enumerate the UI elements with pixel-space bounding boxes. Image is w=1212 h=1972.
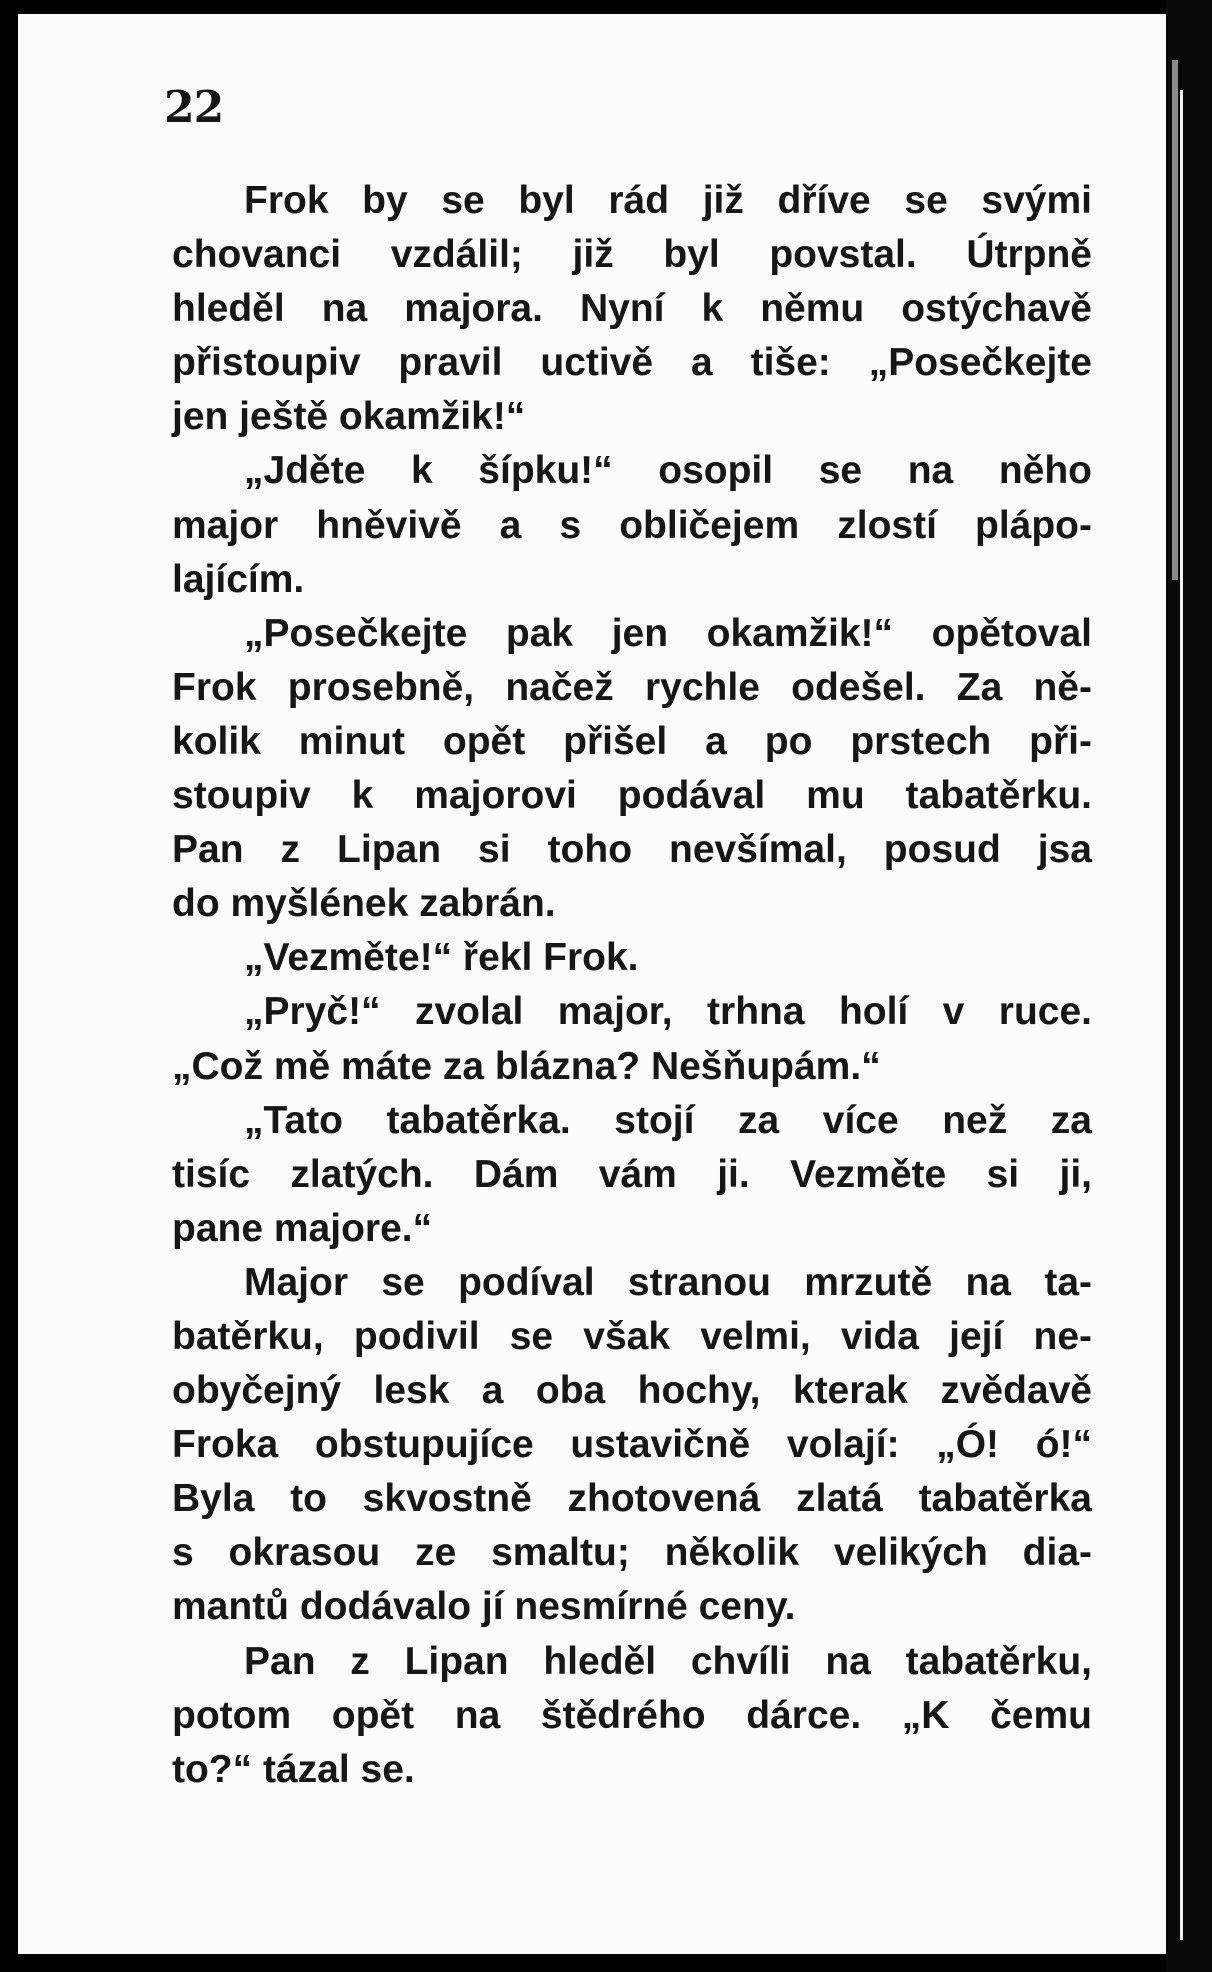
text-line: do myšlének zabrán. [172, 882, 556, 926]
text-line: to?“ tázal se. [172, 1747, 415, 1791]
text-line: stoupiv k majorovi podával mu tabatěrku. [172, 774, 1092, 818]
book-page [18, 14, 1166, 1954]
text-line: lajícím. [172, 557, 305, 601]
text-line: major hněvivě a s obličejem zlostí plápo- [172, 503, 1092, 547]
text-line: s okrasou ze smaltu; několik velikých dia- [172, 1531, 1092, 1575]
text-line: Frok prosebně, načež rychle odešel. Za ně- [172, 665, 1092, 709]
text-line: Byla to skvostně zhotovená zlatá tabatěrka [172, 1477, 1092, 1521]
text-line: Pan z Lipan hleděl chvíli na tabatěrku, [244, 1639, 1092, 1683]
text-line: chovanci vzdálil; již byl povstal. Útrpně [172, 233, 1092, 277]
page-number: 22 [164, 82, 224, 133]
body-text [172, 174, 1092, 1797]
text-line: jen ještě okamžik!“ [172, 395, 526, 439]
text-line: tisíc zlatých. Dám vám ji. Vezměte si ji, [172, 1152, 1092, 1196]
text-line: Froka obstupujíce ustavičně volají: „Ó! ó!“ [172, 1423, 1092, 1467]
scan-edge-line [1180, 90, 1183, 1940]
text-line: „Jděte k šípku!“ osopil se na něho [244, 449, 1092, 493]
text-line: kolik minut opět přišel a po prstech při- [172, 719, 1092, 763]
text-line: „Pryč!“ zvolal major, trhna holí v ruce. [244, 990, 1092, 1034]
text-line: batěrku, podivil se však velmi, vida její ne- [172, 1314, 1092, 1358]
text-line: potom opět na štědrého dárce. „K čemu [172, 1693, 1092, 1737]
text-line: Major se podíval stranou mrzutě na ta- [244, 1260, 1092, 1304]
text-line: přistoupiv pravil uctivě a tiše: „Posečkejte [172, 341, 1092, 385]
text-line: „Tato tabatěrka. stojí za více než za [244, 1098, 1092, 1142]
text-line: obyčejný lesk a oba hochy, kterak zvědavě [172, 1369, 1092, 1413]
text-line: hleděl na majora. Nyní k němu ostýchavě [172, 287, 1092, 331]
text-line: Frok by se byl rád již dříve se svými [244, 179, 1092, 222]
text-line: mantů dodávalo jí nesmírné ceny. [172, 1585, 796, 1629]
text-line: „Což mě máte za blázna? Nešňupám.“ [172, 1044, 881, 1088]
text-line: „Vezměte!“ řekl Frok. [244, 936, 639, 980]
text-line: „Posečkejte pak jen okamžik!“ opětoval [244, 611, 1092, 655]
text-line: pane majore.“ [172, 1206, 433, 1250]
scan-edge-shadow [1172, 60, 1178, 580]
text-line: Pan z Lipan si toho nevšímal, posud jsa [172, 828, 1092, 872]
